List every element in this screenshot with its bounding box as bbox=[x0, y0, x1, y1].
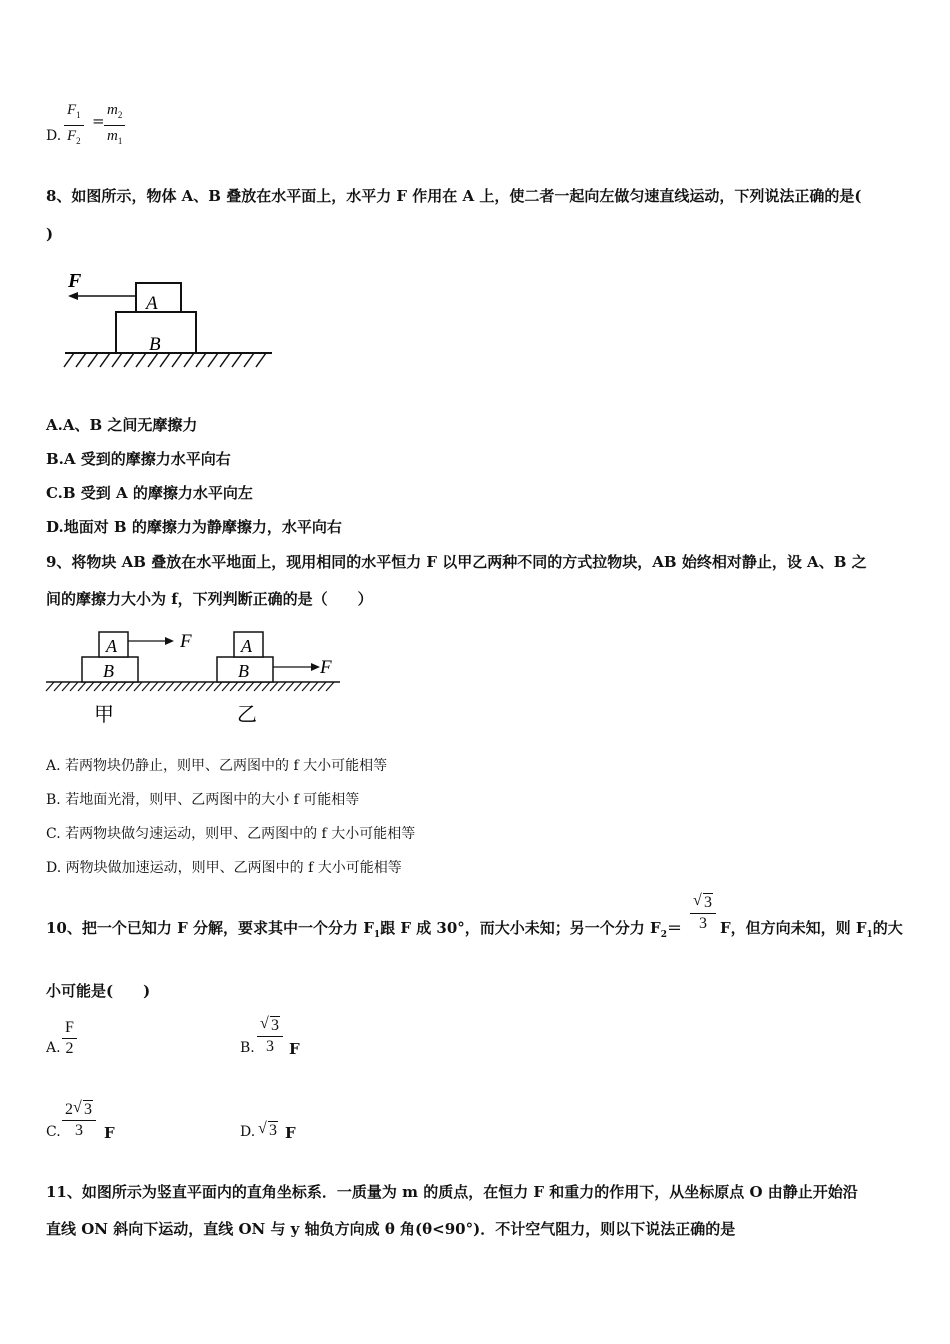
q8-label-a: A bbox=[146, 293, 158, 314]
q8-label-b: B bbox=[149, 334, 161, 355]
q7-fraction-force: $\frac{F_1}{F_2}$ bbox=[64, 100, 84, 151]
q11-stem-line2: 直线 ON 斜向下运动，直线 ON 与 y 轴负方向成 θ 角(θ<90°)．不计空气阻力，则以下说法正确的是 bbox=[46, 1220, 736, 1238]
q10-option-d-f: F bbox=[285, 1124, 296, 1142]
q7-option-d-label: D. bbox=[46, 128, 62, 144]
q10-option-a-fraction: $\frac{F}{2}$ bbox=[62, 1018, 77, 1059]
q9-yi-label-a: A bbox=[241, 636, 252, 656]
q10-stem-line1: 10、把一个已知力 F 分解，要求其中一个分力 $F_1$跟 F 成 30°，而大小未知；另一个分力 $F_2=$ bbox=[46, 919, 682, 940]
q8-option-d: D.地面对 B 的摩擦力为静摩擦力，水平向右 bbox=[46, 518, 342, 536]
q9-yi-label-f: F bbox=[320, 657, 332, 678]
q10-option-b-f: F bbox=[289, 1040, 300, 1058]
q10-option-c-fraction: 2 √ 3 3 bbox=[62, 1100, 96, 1141]
q9-jia-label-a: A bbox=[106, 636, 117, 656]
q8-force-arrow bbox=[68, 292, 78, 300]
q10-option-c-label: C. bbox=[46, 1124, 61, 1140]
q10-stem-line2: 小可能是( ) bbox=[46, 982, 151, 1000]
q10-option-a-label: A. bbox=[46, 1040, 61, 1056]
q9-yi-force-arrow bbox=[311, 663, 320, 671]
q9-option-c: C. 若两物块做匀速运动，则甲、乙两图中的 f 大小可能相等 bbox=[46, 826, 416, 842]
q9-jia-label-f: F bbox=[180, 631, 192, 652]
q9-stem-line2: 间的摩擦力大小为 f，下列判断正确的是（ ） bbox=[46, 590, 373, 608]
q8-option-c: C.B 受到 A 的摩擦力水平向左 bbox=[46, 484, 253, 502]
q9-figure bbox=[44, 625, 344, 730]
q7-fraction-mass: $\frac{m_2}{m_1}$ bbox=[104, 100, 125, 151]
q9-yi-label-b: B bbox=[238, 661, 249, 681]
q8-block-a bbox=[136, 283, 181, 312]
q10-stem-fraction: √ 3 3 bbox=[690, 893, 716, 934]
q9-option-a: A. 若两物块仍静止，则甲、乙两图中的 f 大小可能相等 bbox=[46, 758, 388, 774]
q8-figure bbox=[60, 265, 280, 375]
q10-option-c-f: F bbox=[104, 1124, 115, 1142]
q8-label-f: F bbox=[68, 270, 82, 292]
q10-option-b-fraction: √ 3 3 bbox=[257, 1016, 283, 1057]
q11-stem-line1: 11、如图所示为竖直平面内的直角坐标系．一质量为 m 的质点，在恒力 F 和重力的作用下，从坐标原点 O 由静止开始沿 bbox=[46, 1183, 858, 1201]
q7-equals: = bbox=[92, 112, 105, 130]
q10-option-b-label: B. bbox=[240, 1040, 255, 1056]
q8-stem-line1: 8、如图所示，物体 A、B 叠放在水平面上，水平力 F 作用在 A 上，使二者一起向左做匀速直线运动，下列说法正确的是( bbox=[46, 187, 862, 205]
q9-label-yi: 乙 bbox=[237, 704, 257, 726]
q8-option-b: B.A 受到的摩擦力水平向右 bbox=[46, 450, 231, 468]
q9-option-d: D. 两物块做加速运动，则甲、乙两图中的 f 大小可能相等 bbox=[46, 860, 402, 876]
q9-stem-line1: 9、将物块 AB 叠放在水平地面上，现用相同的水平恒力 F 以甲乙两种不同的方式拉物块，AB 始终相对静止，设 A、B 之 bbox=[46, 553, 867, 571]
q9-jia-force-arrow bbox=[165, 637, 174, 645]
q10-stem-line1-end: F，但方向未知，则 $F_1$的大 bbox=[720, 919, 903, 940]
q9-jia-label-b: B bbox=[103, 661, 114, 681]
q9-label-jia: 甲 bbox=[94, 704, 114, 726]
q10-option-d-sqrt: √ 3 bbox=[258, 1120, 277, 1139]
q8-stem-line2: ) bbox=[46, 225, 54, 243]
q10-option-d-label: D. bbox=[240, 1124, 256, 1140]
q8-option-a: A.A、B 之间无摩擦力 bbox=[46, 416, 198, 434]
q9-option-b: B. 若地面光滑，则甲、乙两图中的大小 f 可能相等 bbox=[46, 792, 360, 808]
